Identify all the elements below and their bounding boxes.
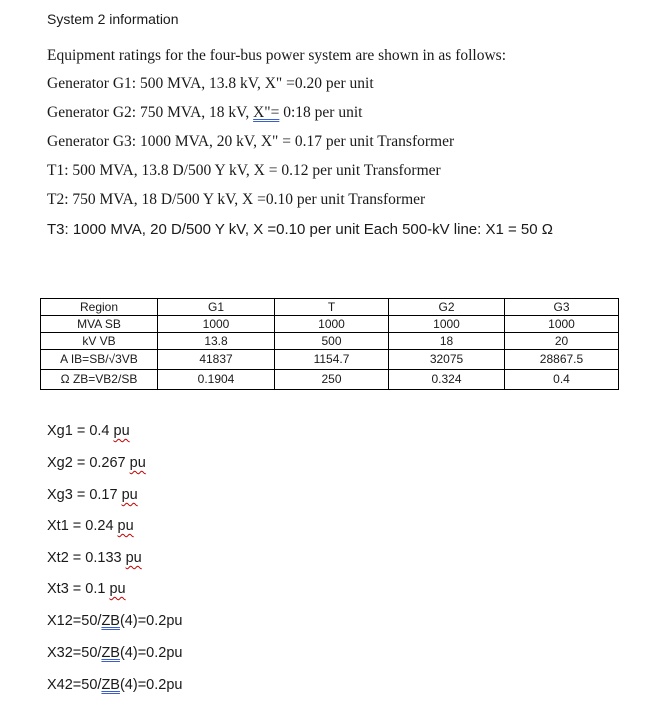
table-cell: 1000 (389, 316, 505, 333)
result-line (47, 455, 146, 471)
table-cell: 1000 (158, 316, 275, 333)
transformer-t2-rating: T2: 750 MVA, 18 D/500 Y kV, X =0.10 per unit Transformer (47, 191, 426, 208)
result-line (47, 518, 134, 534)
table-cell: 250 (275, 370, 389, 390)
table-header-row (41, 299, 619, 316)
result-unit: pu (117, 518, 134, 534)
g2-text-pre: Generator G2: 750 MVA, 18 kV, (47, 104, 254, 121)
table-cell: 18 (389, 333, 505, 350)
result-value: (4)=0.2pu (119, 677, 183, 693)
table-header-cell: G1 (158, 299, 275, 316)
transformer-t1-rating: T1: 500 MVA, 13.8 D/500 Y kV, X = 0.12 per unit Transformer (47, 162, 441, 179)
table-cell: 1154.7 (275, 350, 389, 370)
table-cell: 28867.5 (505, 350, 619, 370)
table-cell: Ω ZB=VB2/SB (41, 370, 158, 390)
result-label: Xt3 = 0.1 (47, 581, 110, 597)
table-row (41, 370, 619, 390)
result-unit: pu (129, 455, 146, 471)
result-line (47, 613, 182, 629)
result-unit: pu (121, 487, 138, 503)
result-label: Xg3 = 0.17 (47, 487, 122, 503)
table-cell: 41837 (158, 350, 275, 370)
table-cell: 20 (505, 333, 619, 350)
g2-reactance-symbol: X"= (253, 104, 280, 121)
table-cell: 0.4 (505, 370, 619, 390)
result-base-symbol: ZB (101, 613, 120, 629)
table-cell: 0.1904 (158, 370, 275, 390)
result-unit: pu (113, 423, 130, 439)
result-line (47, 423, 130, 439)
result-base-symbol: ZB (101, 677, 120, 693)
result-label: Xg1 = 0.4 (47, 423, 114, 439)
result-unit: pu (109, 581, 126, 597)
result-line (47, 487, 138, 503)
table-row (41, 333, 619, 350)
table-header-cell: G3 (505, 299, 619, 316)
table-cell: 13.8 (158, 333, 275, 350)
result-base-symbol: ZB (101, 645, 120, 661)
table-header-cell: T (275, 299, 389, 316)
result-value: (4)=0.2pu (119, 645, 183, 661)
intro-text: Equipment ratings for the four-bus power system are shown in as follows: (47, 47, 507, 64)
generator-g1-rating: Generator G1: 500 MVA, 13.8 kV, X" =0.20 per unit (47, 75, 374, 92)
table-header-cell: G2 (389, 299, 505, 316)
generator-g3-rating: Generator G3: 1000 MVA, 20 kV, X" = 0.17 per unit Transformer (47, 133, 455, 150)
result-label: X42=50/ (47, 677, 102, 693)
table-cell: 0.324 (389, 370, 505, 390)
table-row (41, 350, 619, 370)
table-cell: MVA SB (41, 316, 158, 333)
result-unit: pu (125, 550, 142, 566)
result-label: X12=50/ (47, 613, 102, 629)
transformer-t3-rating: T3: 1000 MVA, 20 D/500 Y kV, X =0.10 per unit Each 500-kV line: X1 = 50 Ω (47, 221, 553, 238)
result-label: Xt1 = 0.24 (47, 518, 118, 534)
base-values-table (40, 298, 619, 390)
table-cell: A IB=SB/√3VB (41, 350, 158, 370)
result-line (47, 581, 126, 597)
g2-text-post: 0:18 per unit (279, 104, 363, 121)
result-label: Xt2 = 0.133 (47, 550, 126, 566)
result-line (47, 645, 182, 661)
table-cell: 1000 (505, 316, 619, 333)
table-row (41, 316, 619, 333)
table-cell: 32075 (389, 350, 505, 370)
section-heading: System 2 information (47, 11, 179, 27)
result-label: X32=50/ (47, 645, 102, 661)
result-value: (4)=0.2pu (119, 613, 183, 629)
table-header-cell: Region (41, 299, 158, 316)
table-cell: 500 (275, 333, 389, 350)
result-label: Xg2 = 0.267 (47, 455, 130, 471)
table-cell: 1000 (275, 316, 389, 333)
table-cell: kV VB (41, 333, 158, 350)
result-line (47, 550, 142, 566)
result-line (47, 677, 182, 693)
generator-g2-rating (47, 104, 362, 122)
